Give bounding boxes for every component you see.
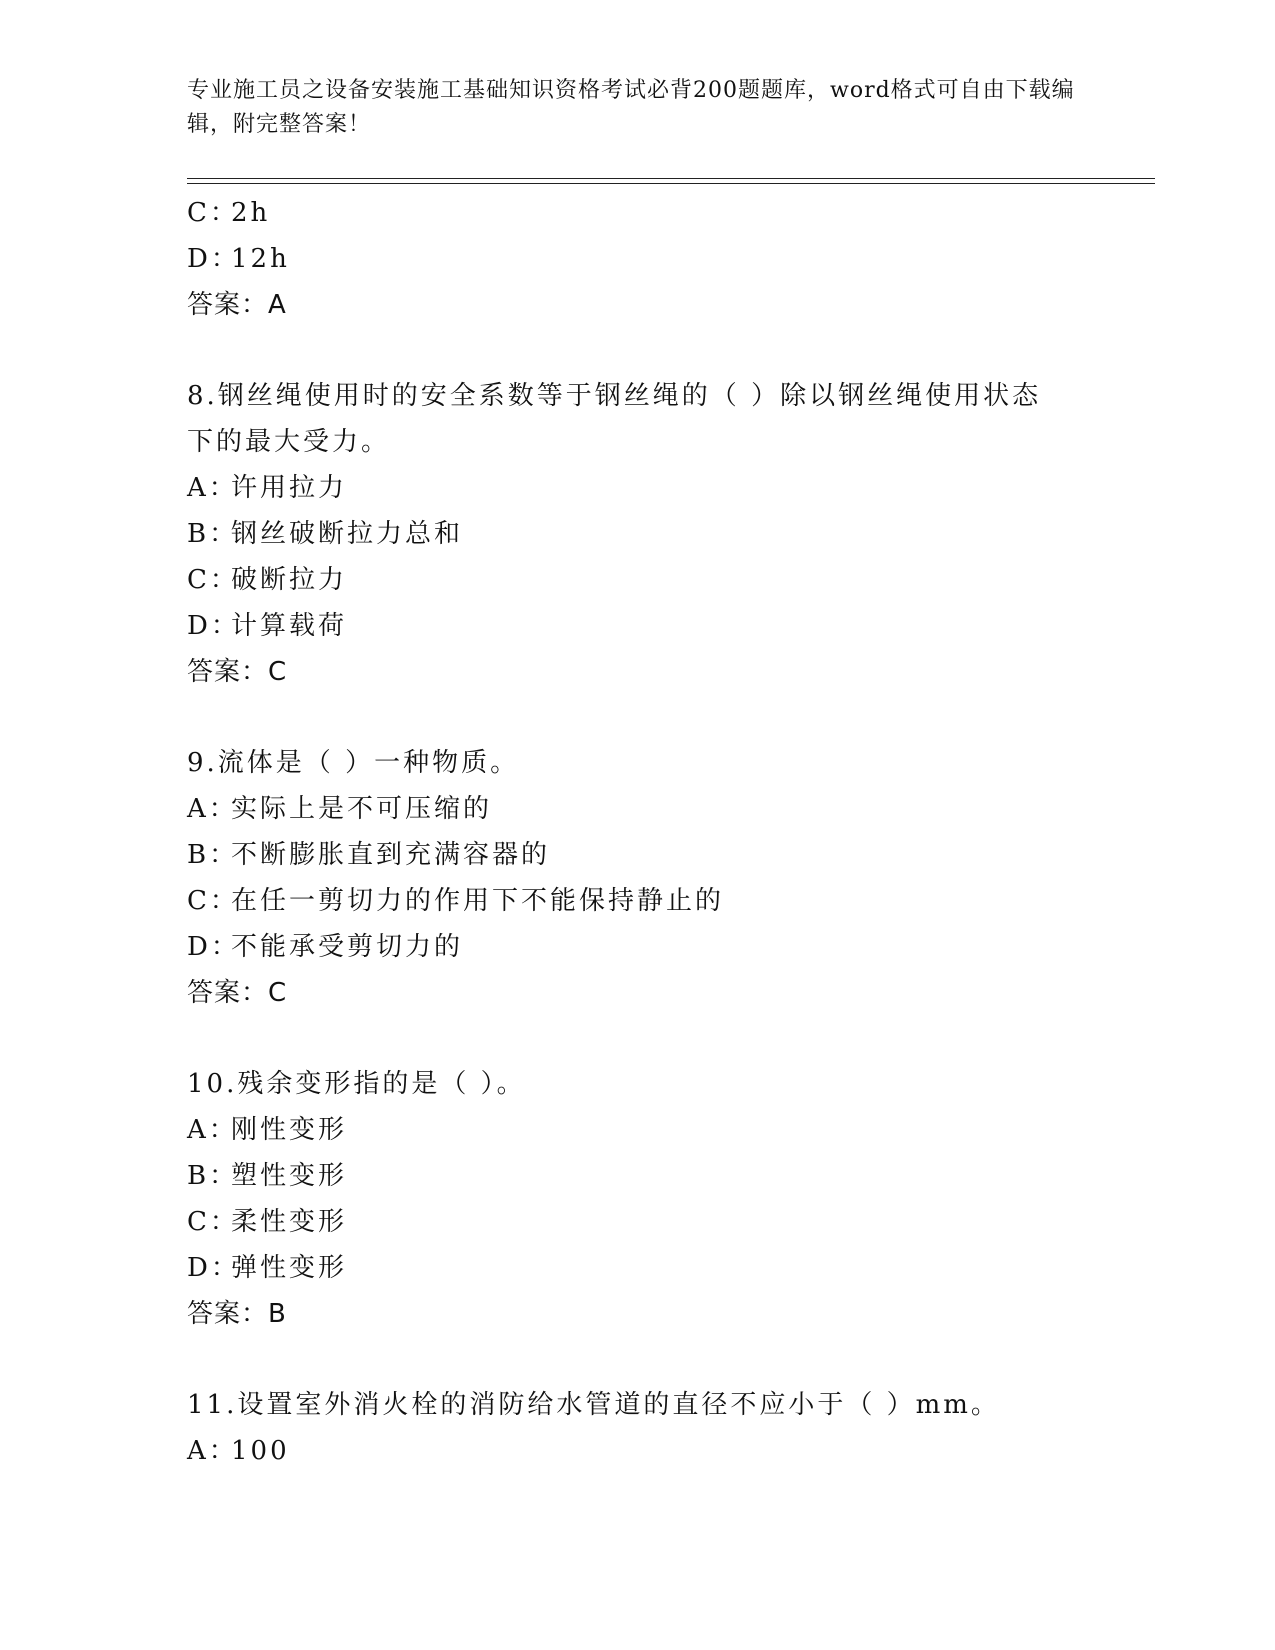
answer-line: 答案：C — [187, 978, 288, 1008]
option-d: D：弹性变形 — [187, 1253, 348, 1283]
header-divider-top — [187, 178, 1155, 179]
document-title: 专业施工员之设备安装施工基础知识资格考试必背200题题库，word格式可自由下载编辑，附完整答案！ — [187, 78, 1075, 137]
option-a: A：实际上是不可压缩的 — [187, 794, 493, 824]
answer-line: 答案：B — [187, 1299, 287, 1329]
option-c: C：破断拉力 — [187, 565, 348, 595]
option-d: D：不能承受剪切力的 — [187, 932, 464, 962]
document-header — [187, 74, 1087, 142]
option-c: C：柔性变形 — [187, 1207, 348, 1237]
answer-line: 答案：C — [187, 657, 288, 687]
option-c: C：在任一剪切力的作用下不能保持静止的 — [187, 886, 725, 916]
question-7-continuation — [187, 190, 1087, 328]
question-stem: 10.残余变形指的是（ ）。 — [187, 1069, 526, 1099]
option-d: D：计算载荷 — [187, 611, 348, 641]
answer-line: 答案：A — [187, 290, 287, 320]
question-11 — [187, 1382, 1087, 1474]
option-a: A：100 — [187, 1436, 290, 1466]
option-a: A：刚性变形 — [187, 1115, 348, 1145]
option-a: A：许用拉力 — [187, 473, 348, 503]
option-d: D：12h — [187, 244, 290, 274]
question-list — [187, 190, 1087, 1474]
option-b: B：塑性变形 — [187, 1161, 348, 1191]
option-b: B：钢丝破断拉力总和 — [187, 519, 464, 549]
question-stem: 8.钢丝绳使用时的安全系数等于钢丝绳的（ ）除以钢丝绳使用状态下的最大受力。 — [187, 381, 1042, 457]
question-9 — [187, 740, 1087, 1016]
option-b: B：不断膨胀直到充满容器的 — [187, 840, 551, 870]
question-stem: 11.设置室外消火栓的消防给水管道的直径不应小于（ ）mm。 — [187, 1390, 1000, 1420]
option-c: C：2h — [187, 198, 271, 228]
question-8 — [187, 373, 1087, 695]
question-10 — [187, 1061, 1087, 1337]
question-stem: 9.流体是（ ）一种物质。 — [187, 748, 520, 778]
header-divider-bottom — [187, 183, 1155, 184]
